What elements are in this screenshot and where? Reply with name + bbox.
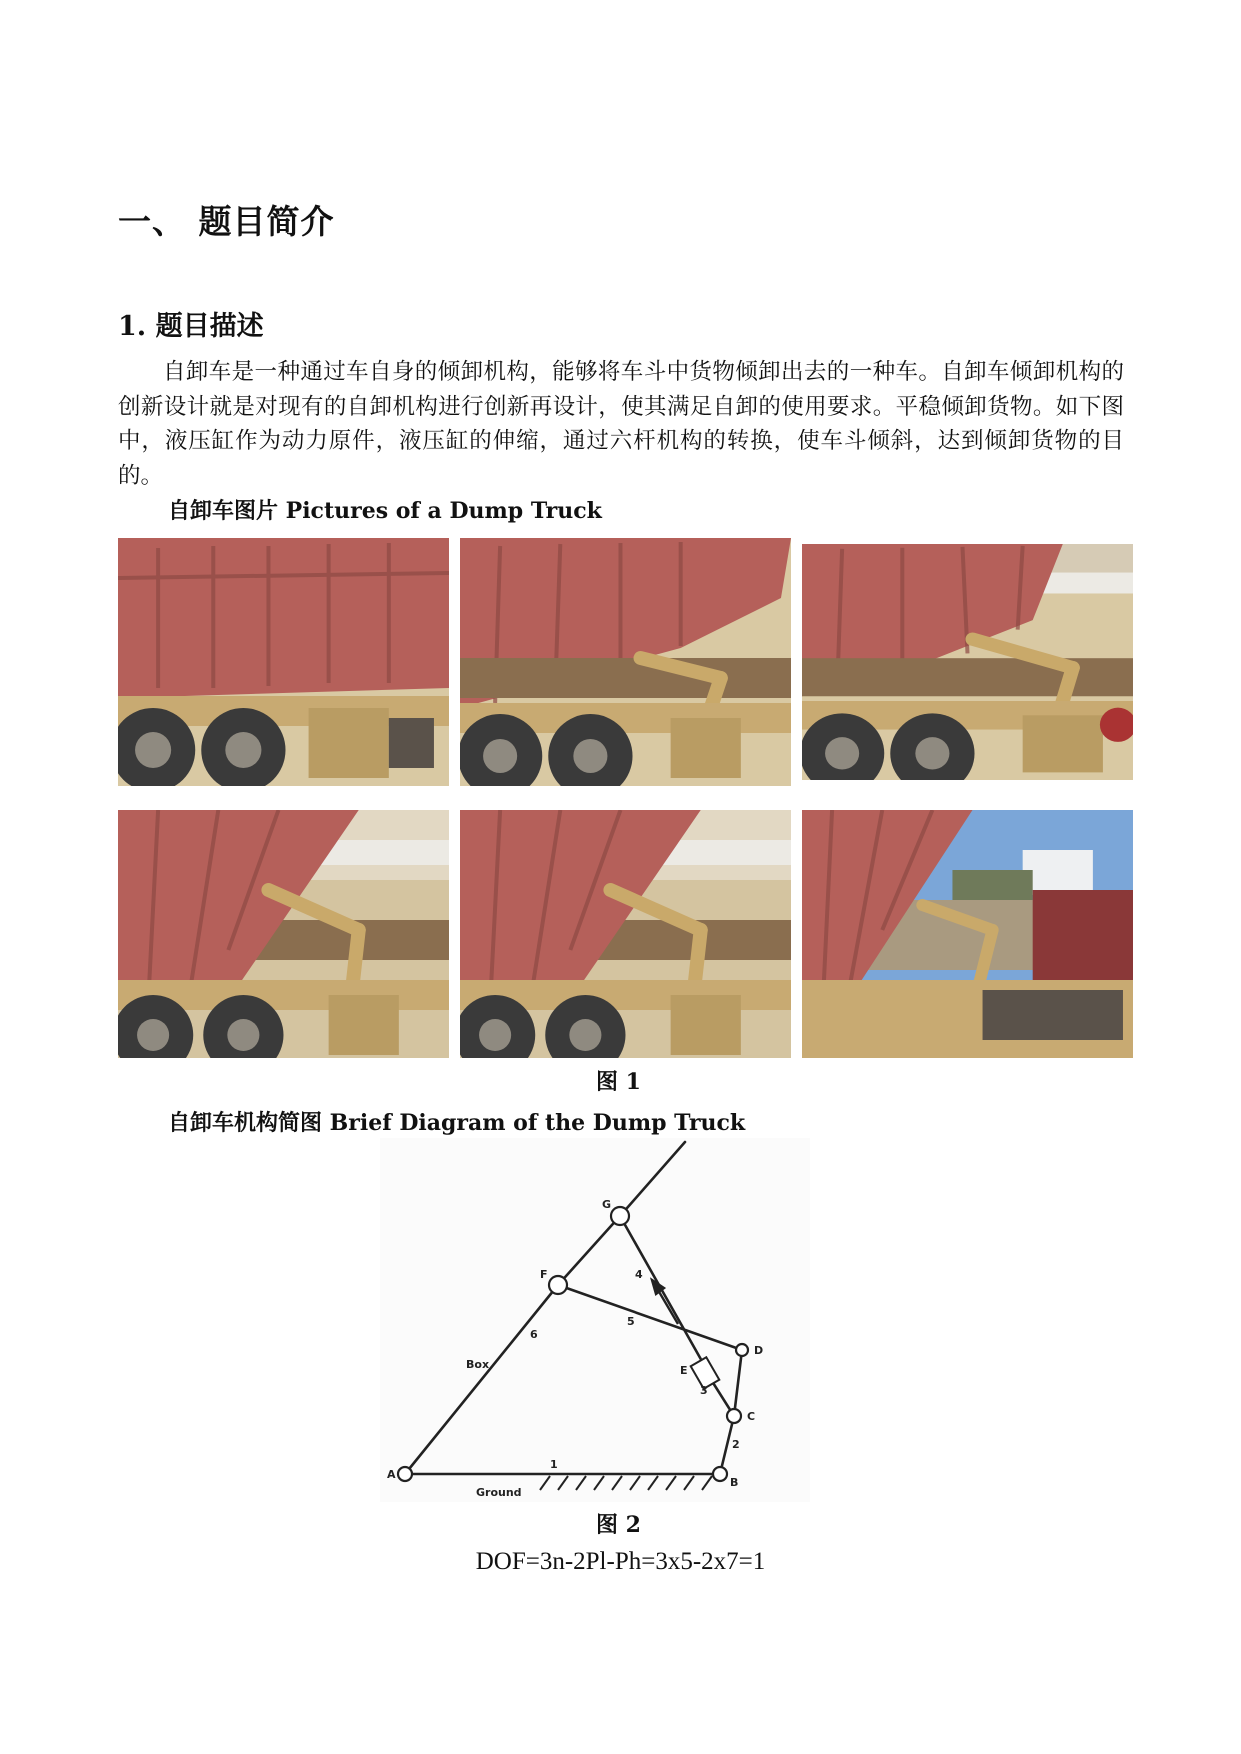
joint-label-g: G <box>602 1198 612 1211</box>
box-label: Box <box>466 1358 490 1371</box>
joint-label-c: C <box>747 1410 756 1423</box>
truck-photo-6 <box>802 810 1133 1058</box>
truck-photo-3 <box>802 544 1133 780</box>
description-paragraph <box>118 355 1124 493</box>
link-label-4: 4 <box>635 1268 643 1281</box>
link-label-2: 2 <box>732 1438 740 1451</box>
subsection-title: 1. 题目描述 <box>118 311 264 342</box>
diagram-caption: 自卸车机构简图 Brief Diagram of the Dump Truck <box>168 1110 746 1136</box>
link-label-5: 5 <box>627 1315 635 1328</box>
figure2-label: 图 2 <box>596 1512 641 1538</box>
link-label-3: 3 <box>700 1384 708 1397</box>
mechanism-diagram <box>380 1138 810 1502</box>
joint-label-a: A <box>387 1468 396 1481</box>
ground-label: Ground <box>476 1486 522 1499</box>
truck-photo-1 <box>118 538 449 786</box>
joint-label-f: F <box>540 1268 548 1281</box>
truck-photo-5 <box>460 810 791 1058</box>
dof-formula: DOF=3n-2Pl-Ph=3x5-2x7=1 <box>475 1548 766 1575</box>
truck-photo-4 <box>118 810 449 1058</box>
joint-label-e: E <box>680 1364 688 1377</box>
photos-caption: 自卸车图片 Pictures of a Dump Truck <box>168 498 602 524</box>
figure1-label: 图 1 <box>596 1069 641 1095</box>
link-label-1: 1 <box>550 1458 558 1471</box>
joint-label-b: B <box>730 1476 739 1489</box>
truck-photo-2 <box>460 538 791 786</box>
section-title: 一、 题目简介 <box>118 202 335 241</box>
joint-label-d: D <box>754 1344 764 1357</box>
link-label-6: 6 <box>530 1328 538 1341</box>
paragraph-text: 自卸车是一种通过车自身的倾卸机构，能够将车斗中货物倾卸出去的一种车。自卸车倾卸机构的创新设计就是对现有的自卸机构进行创新再设计，使其满足自卸的使用要求。平稳倾卸货物。如下图中，液压缸作为动力原件，液压缸的伸缩，通过六杆机构的转换，使车斗倾斜，达到倾卸货物的目的。 <box>118 359 1124 489</box>
